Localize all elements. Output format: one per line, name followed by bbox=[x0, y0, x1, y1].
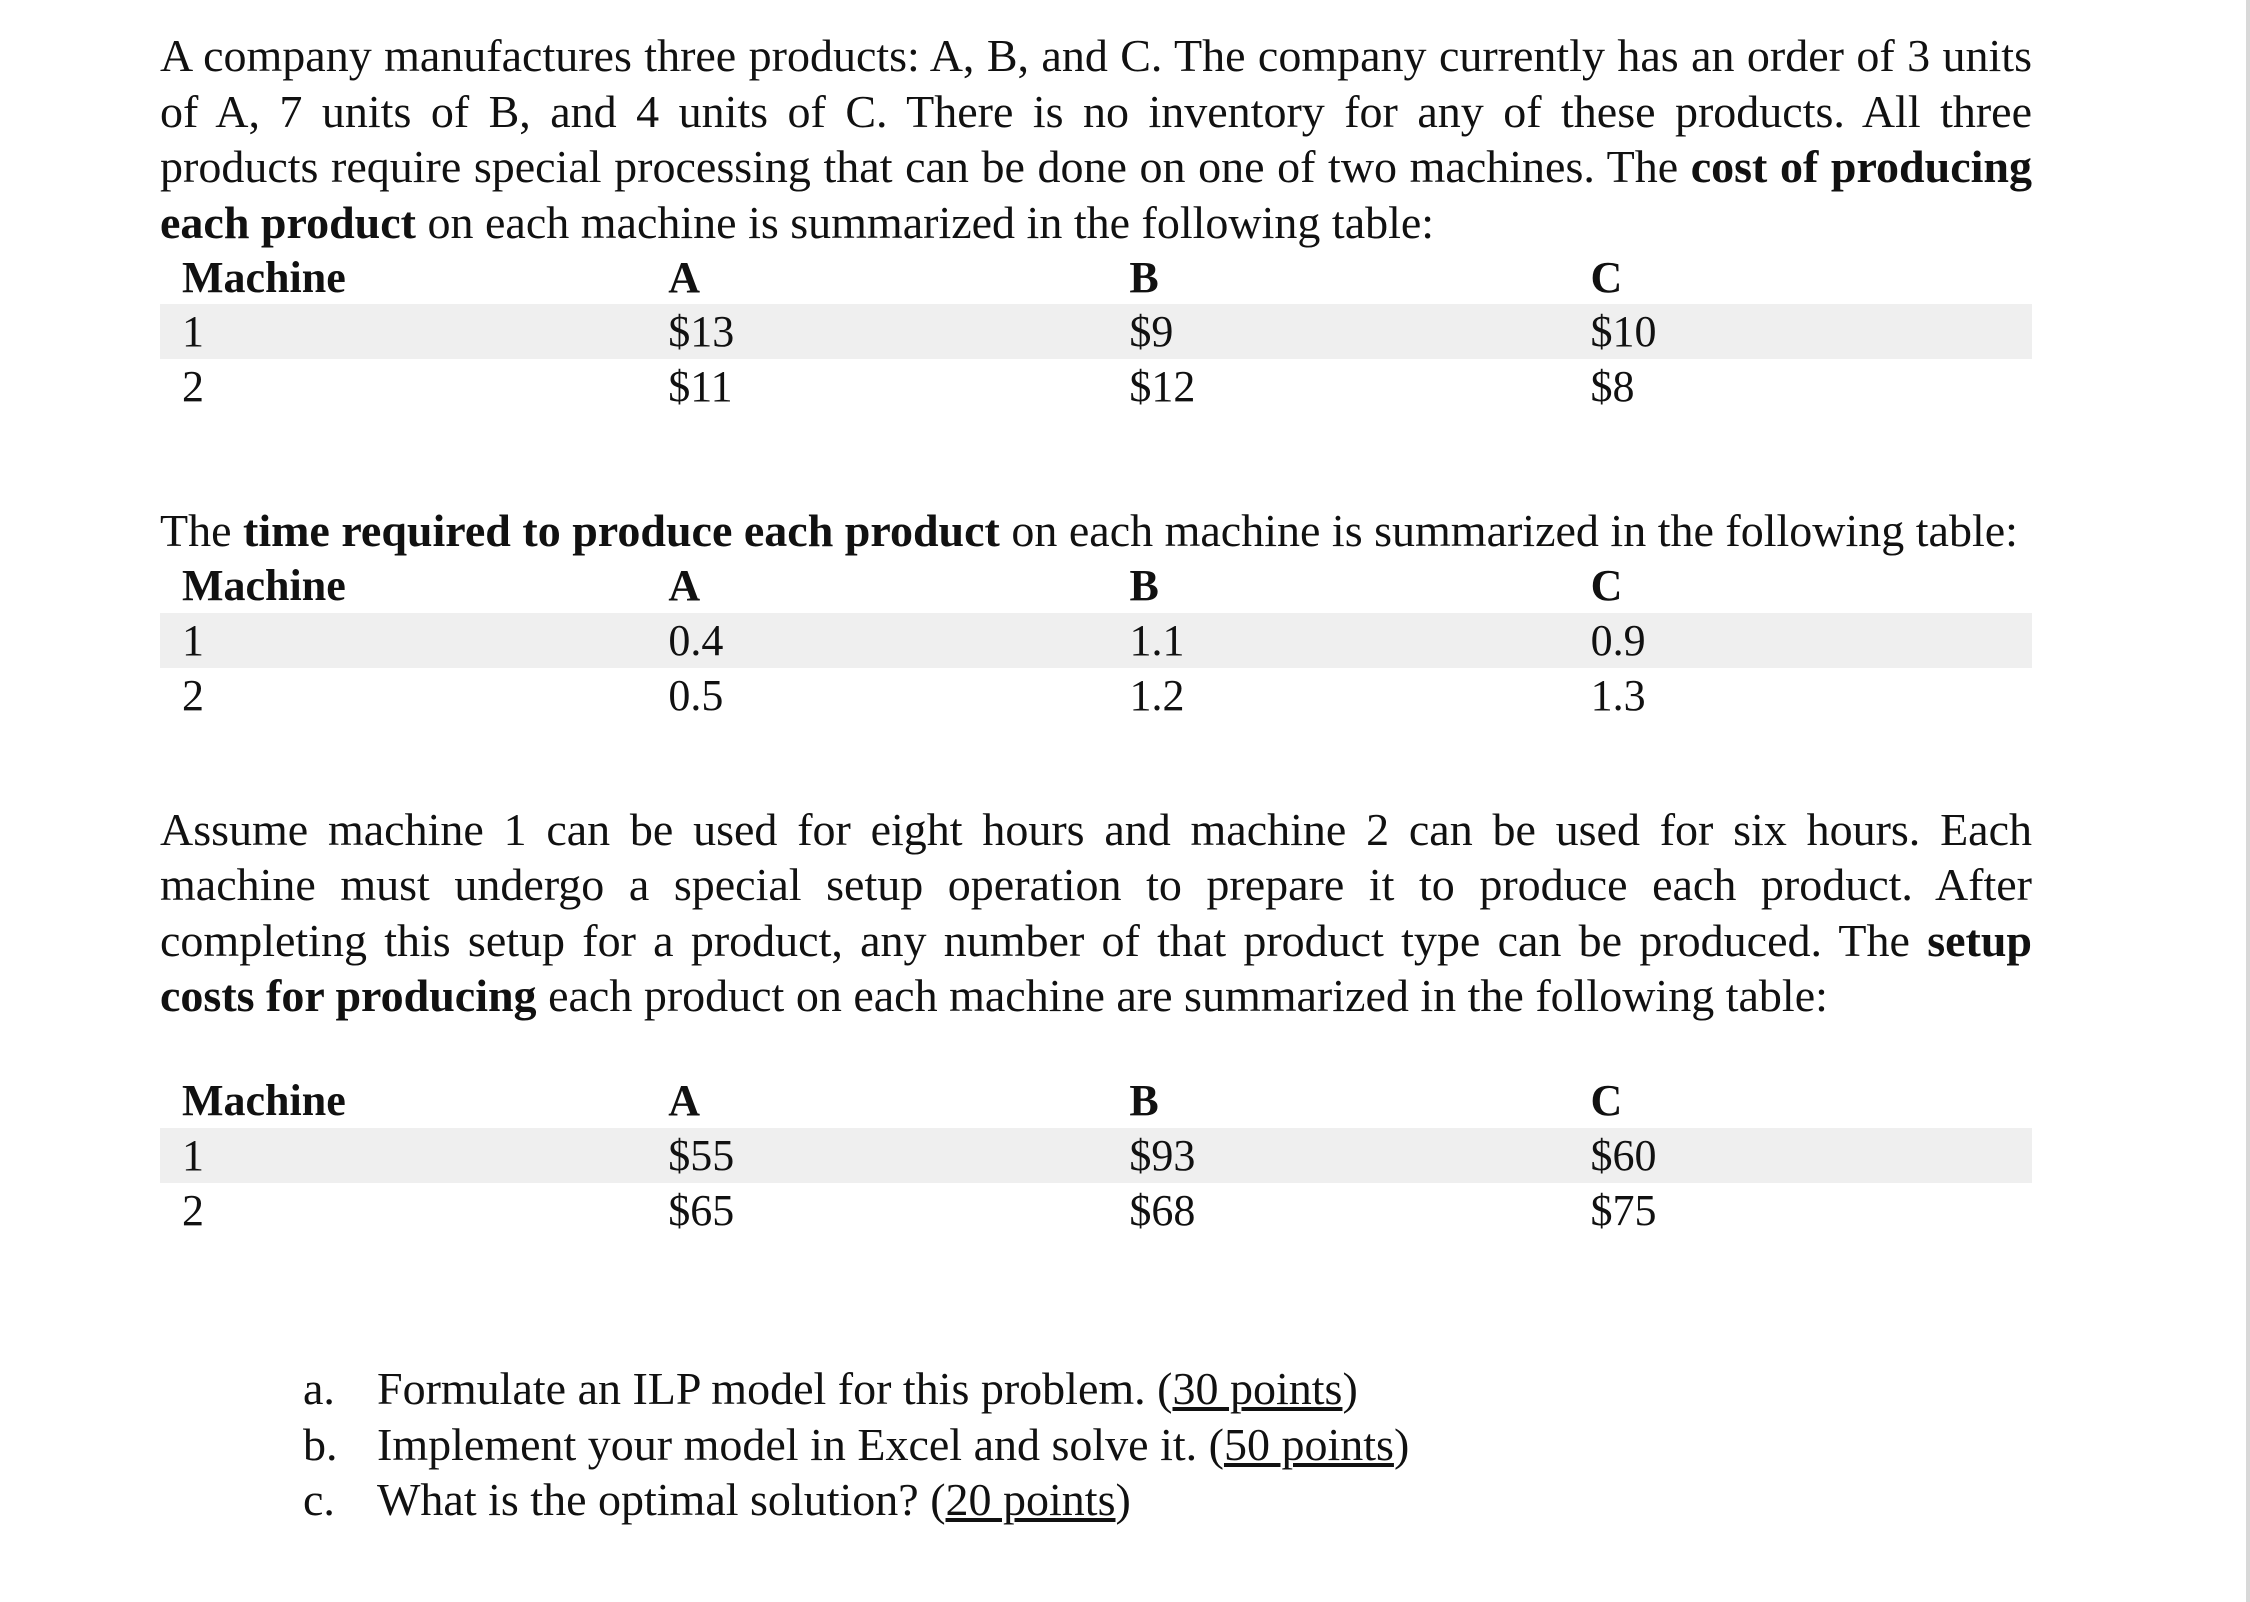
question-text bbox=[377, 1472, 1131, 1528]
table-cell: $60 bbox=[1591, 1128, 2032, 1183]
table-row bbox=[160, 1183, 2032, 1238]
table-cell: 2 bbox=[182, 362, 204, 411]
time-bold-text: time required to produce each product bbox=[243, 505, 1000, 556]
question-label: a. bbox=[303, 1363, 335, 1414]
setup-text: Assume machine 1 can be used for eight hours and machine 2 can be used for six hours. Each machine must undergo a special setup operation to prepare it to produce each product. After completing this setup for a product, any number of that product type can be produced. The bbox=[160, 803, 2032, 966]
table-cell: $11 bbox=[668, 362, 733, 411]
table-cell: 1.2 bbox=[1129, 670, 1185, 720]
table-cell: $9 bbox=[1129, 304, 1590, 359]
question-text bbox=[377, 1417, 1409, 1473]
table-cell: 1.3 bbox=[1590, 670, 1646, 720]
table-cell: 2 bbox=[182, 1185, 204, 1235]
header-a: A bbox=[668, 1076, 700, 1125]
question-close: ) bbox=[1342, 1363, 1358, 1414]
page-edge-divider bbox=[2246, 0, 2250, 1602]
table-cell: $55 bbox=[668, 1128, 1129, 1183]
question-label: b. bbox=[303, 1418, 338, 1470]
table-cell: 1.1 bbox=[1129, 613, 1590, 668]
header-a: A bbox=[668, 252, 700, 302]
table-cell: $12 bbox=[1129, 362, 1196, 411]
question-close: ) bbox=[1393, 1418, 1410, 1470]
time-text: The bbox=[160, 505, 244, 556]
question-body: What is the optimal solution? ( bbox=[377, 1474, 946, 1525]
table-cell: 0.4 bbox=[668, 613, 1129, 668]
table-cell: $10 bbox=[1591, 304, 2032, 359]
table-row bbox=[160, 359, 2032, 414]
table-cell: 0.5 bbox=[668, 670, 724, 720]
table-row bbox=[160, 1128, 2032, 1183]
intro-text-end: on each machine is summarized in the following table: bbox=[416, 196, 1435, 248]
header-machine: Machine bbox=[182, 561, 346, 610]
time-text-end: on each machine is summarized in the following table: bbox=[999, 505, 2018, 556]
intro-text: A company manufactures three products: A, B, and C. The company currently has an order of 3 units of A, 7 units of B, and 4 units of C. There is no inventory for any of these products. All three products require special processing that can be done on one of two machines. The bbox=[160, 30, 2032, 192]
setup-paragraph bbox=[160, 802, 2032, 1024]
table-cell: 1 bbox=[160, 613, 668, 668]
header-machine: Machine bbox=[182, 1076, 346, 1125]
question-text bbox=[377, 1361, 1358, 1417]
question-list bbox=[303, 1361, 1409, 1528]
question-body: Formulate an ILP model for this problem. ( bbox=[377, 1363, 1173, 1414]
table-cell: 1 bbox=[160, 1128, 668, 1183]
setup-table bbox=[160, 1074, 2032, 1238]
header-b: B bbox=[1129, 252, 1159, 302]
table-header-row bbox=[160, 559, 2032, 613]
table-row bbox=[160, 304, 2032, 359]
table-cell: $68 bbox=[1129, 1185, 1196, 1235]
table-cell: $65 bbox=[668, 1185, 735, 1235]
header-b: B bbox=[1129, 1076, 1159, 1125]
question-item bbox=[303, 1472, 1409, 1528]
table-row bbox=[160, 613, 2032, 668]
table-cell: $8 bbox=[1590, 362, 1635, 411]
setup-bold-text: setup costs for producing bbox=[160, 914, 2032, 1021]
header-a: A bbox=[668, 561, 701, 610]
time-table bbox=[160, 559, 2032, 723]
table-cell: $93 bbox=[1129, 1128, 1590, 1183]
table-cell: $75 bbox=[1590, 1185, 1657, 1235]
header-machine: Machine bbox=[182, 252, 346, 302]
table-cell: 0.9 bbox=[1591, 613, 2032, 668]
table-header-row bbox=[160, 1074, 2032, 1128]
header-c: C bbox=[1590, 561, 1623, 610]
table-cell: $13 bbox=[668, 304, 1129, 359]
question-item bbox=[303, 1417, 1409, 1473]
question-item bbox=[303, 1361, 1409, 1417]
table-header-row bbox=[160, 250, 2032, 304]
cost-table bbox=[160, 250, 2032, 414]
question-close: ) bbox=[1115, 1474, 1131, 1525]
header-c: C bbox=[1590, 1076, 1623, 1125]
setup-text-end: each product on each machine are summarized in the following table: bbox=[536, 970, 1828, 1021]
header-c: C bbox=[1590, 252, 1623, 302]
document-page bbox=[160, 28, 2032, 1238]
table-row bbox=[160, 668, 2032, 723]
header-b: B bbox=[1129, 561, 1159, 610]
intro-paragraph bbox=[160, 28, 2032, 250]
question-body: Implement your model in Excel and solve it. ( bbox=[377, 1418, 1224, 1470]
question-points: 30 points bbox=[1172, 1363, 1343, 1414]
time-paragraph bbox=[160, 503, 2032, 559]
question-label: c. bbox=[303, 1474, 335, 1525]
question-points: 20 points bbox=[945, 1474, 1116, 1525]
intro-bold-text: cost of producing each product bbox=[160, 141, 2032, 248]
table-cell: 2 bbox=[182, 670, 204, 720]
table-cell: 1 bbox=[160, 304, 668, 359]
question-points: 50 points bbox=[1223, 1418, 1394, 1470]
